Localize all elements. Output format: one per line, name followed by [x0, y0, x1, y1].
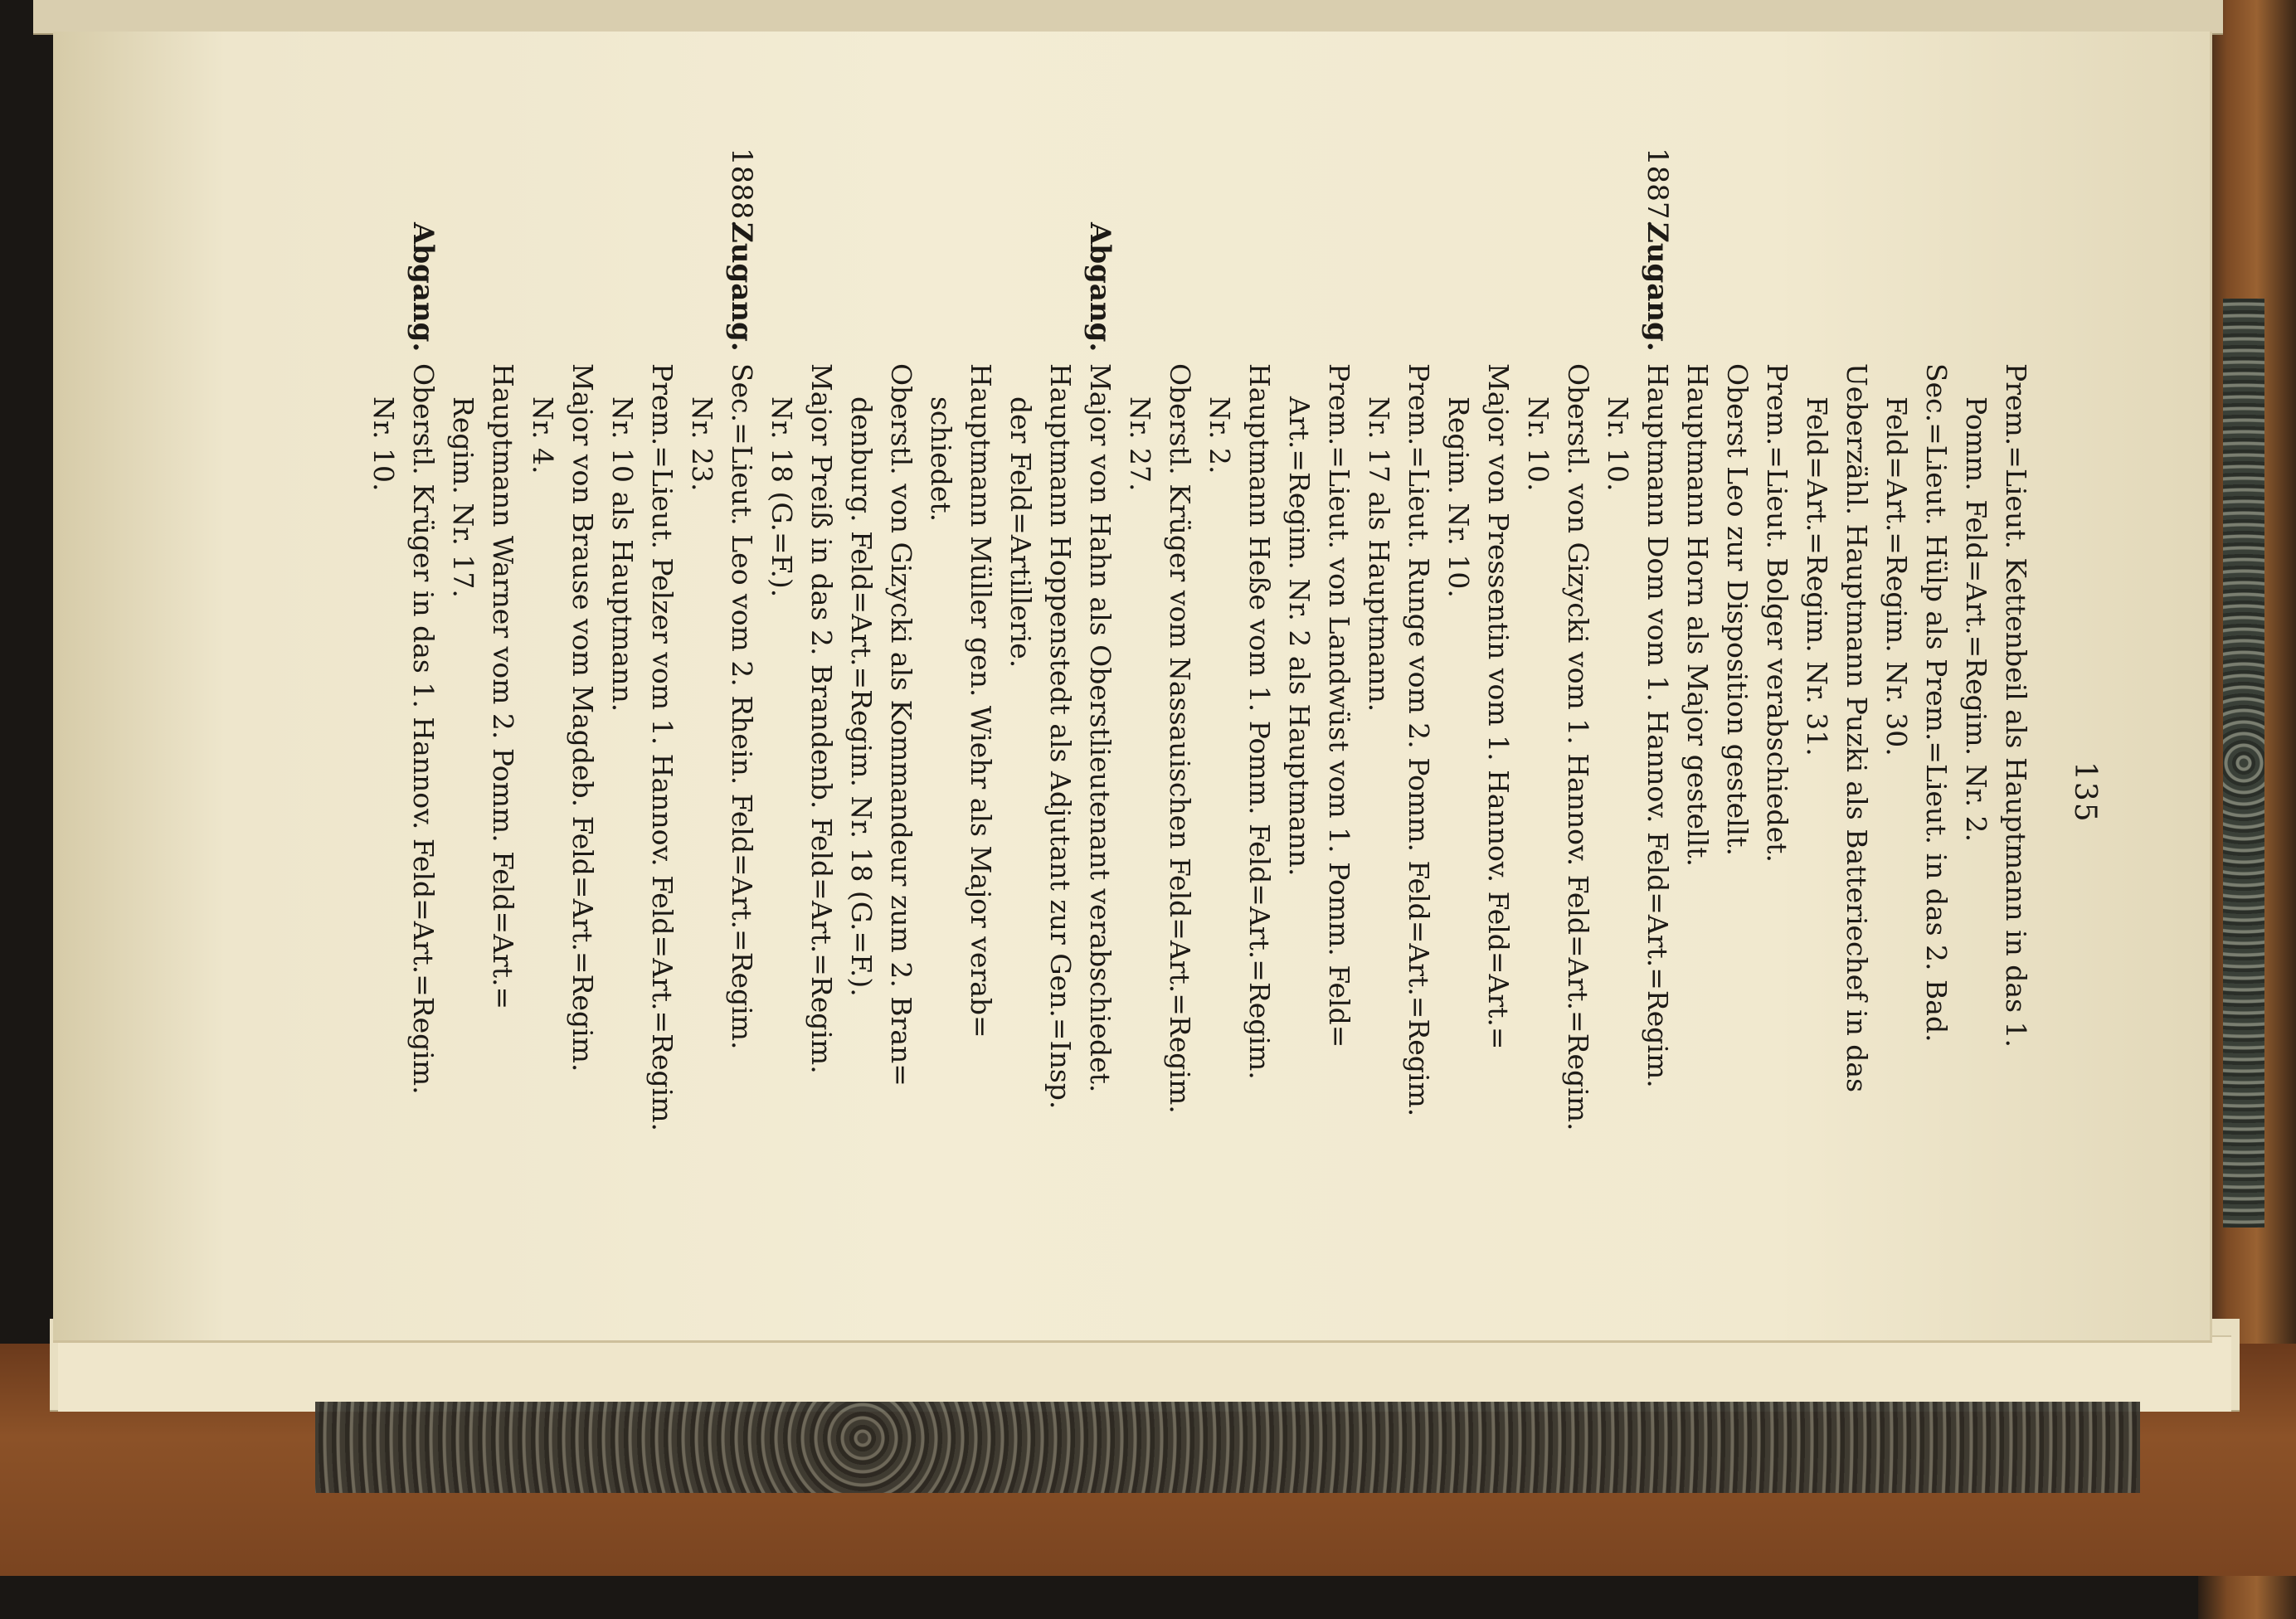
- entry-line: Oberstl. Krüger vom Nassauischen Feld=Art.=Regim.: [1164, 363, 1196, 1114]
- facing-page-edge: [33, 0, 2223, 35]
- entry-line: Regim. Nr. 10.: [1442, 396, 1475, 598]
- entry-line: Pomm. Feld=Art.=Regim. Nr. 2.: [1960, 396, 1992, 843]
- entry-line: Ueberzähl. Hauptmann Puzki als Batteriechef in das: [1841, 363, 1873, 1093]
- entry-block: [363, 148, 443, 1226]
- entry-line: Feld=Art.=Regim. Nr. 31.: [1801, 396, 1833, 756]
- entry-lines: [761, 363, 1120, 1226]
- entry-line: Sec.=Lieut. Leo vom 2. Rhein. Feld=Art.=Regim.: [726, 363, 758, 1050]
- entry-line: Oberst Leo zur Disposition gestellt.: [1721, 363, 1754, 856]
- entry-block: [443, 148, 761, 1226]
- entry-line: Oberstl. von Gizycki vom 1. Hannov. Feld=Art.=Regim.: [1562, 363, 1594, 1131]
- entry-line: denburg. Feld=Art.=Regim. Nr. 18 (G.=F.).: [845, 396, 878, 997]
- entry-line: Prem.=Lieut. Bolger verabschiedet.: [1761, 363, 1793, 863]
- entry-year: 1888.: [725, 148, 758, 229]
- entry-line: der Feld=Artillerie.: [1004, 396, 1037, 669]
- entry-line: Prem.=Lieut. von Landwüst vom 1. Pomm. Feld=: [1323, 363, 1355, 1048]
- entry-heading: Zugang.: [725, 222, 758, 352]
- entry-line: Nr. 10.: [367, 396, 400, 492]
- entry-line: Hauptmann Heße vom 1. Pomm. Feld=Art.=Regim.: [1243, 363, 1276, 1080]
- page-number: 135: [2068, 761, 2102, 824]
- entry-line: Prem.=Lieut. Pelzer vom 1. Hannov. Feld=Art.=Regim.: [646, 363, 679, 1132]
- entry-line: Nr. 17 als Hauptmann.: [1363, 396, 1395, 712]
- entry-line: Hauptmann Warner vom 2. Pomm. Feld=Art.=: [487, 363, 519, 1010]
- entry-line: Sec.=Lieut. Hülp als Prem.=Lieut. in das 2. Bad.: [1920, 363, 1953, 1043]
- entry-line: Nr. 10 als Hauptmann.: [606, 396, 639, 712]
- entry-heading: Abgang.: [406, 222, 440, 352]
- entry-line: Prem.=Lieut. Runge vom 2. Pomm. Feld=Art.=Regim.: [1403, 363, 1435, 1117]
- book-page: [53, 32, 2212, 1343]
- entry-line: Nr. 10.: [1602, 396, 1634, 492]
- entry-line: Hauptmann Hoppenstedt als Adjutant zur Gen.=Insp.: [1044, 363, 1077, 1110]
- page-text-block: [360, 148, 2102, 1226]
- entry-year: 1887.: [1641, 148, 1674, 229]
- entry-line: Oberstl. von Gizycki als Kommandeur zum 2. Bran=: [885, 363, 917, 1087]
- marbled-endpaper-right: [2223, 299, 2264, 1228]
- entry-lines: [1120, 363, 1677, 1226]
- entry-line: Major von Brause vom Magdeb. Feld=Art.=Regim.: [567, 363, 599, 1072]
- entry-line: Art.=Regim. Nr. 2 als Hauptmann.: [1283, 396, 1316, 877]
- entry-line: Hauptmann Müller gen. Wiehr als Major verab=: [965, 363, 997, 1038]
- entry-line: Nr. 2.: [1204, 396, 1236, 474]
- page-stack-inner: [58, 1335, 2231, 1412]
- entry-line: Feld=Art.=Regim. Nr. 30.: [1880, 396, 1913, 756]
- entry-lines: [443, 363, 761, 1226]
- entry-block: [1677, 148, 2036, 1226]
- entry-line: schiedet.: [925, 396, 957, 523]
- entry-line: Major von Pressentin vom 1. Hannov. Feld=Art.=: [1482, 363, 1515, 1050]
- entry-lines: [363, 363, 443, 1226]
- entries-list: [363, 148, 2036, 1226]
- entry-line: Nr. 27.: [1124, 396, 1156, 492]
- entry-line: Major von Hahn als Oberstlieutenant verabschiedet.: [1084, 363, 1116, 1093]
- entry-line: Nr. 10.: [1522, 396, 1554, 492]
- entry-block: [1120, 148, 1677, 1226]
- entry-line: Nr. 4.: [527, 396, 559, 474]
- entry-line: Nr. 23.: [686, 396, 718, 492]
- entry-heading: Zugang.: [1641, 222, 1674, 352]
- entry-line: Regim. Nr. 17.: [447, 396, 479, 598]
- marbled-endpaper-bottom: [315, 1402, 2140, 1493]
- entry-line: Oberstl. Krüger in das 1. Hannov. Feld=Art.=Regim.: [407, 363, 440, 1095]
- entry-lines: [1677, 363, 2036, 1226]
- entry-line: Major Preiß in das 2. Brandenb. Feld=Art.=Regim.: [805, 363, 838, 1074]
- entry-line: Prem.=Lieut. Kettenbeil als Hauptmann in das 1.: [2000, 363, 2032, 1048]
- entry-line: Nr. 18 (G.=F.).: [766, 396, 798, 598]
- entry-line: Hauptmann Dom vom 1. Hannov. Feld=Art.=Regim.: [1642, 363, 1674, 1088]
- entry-heading: Abgang.: [1083, 222, 1116, 352]
- entry-block: [761, 148, 1120, 1226]
- entry-line: Hauptmann Horn als Major gestellt.: [1681, 363, 1714, 867]
